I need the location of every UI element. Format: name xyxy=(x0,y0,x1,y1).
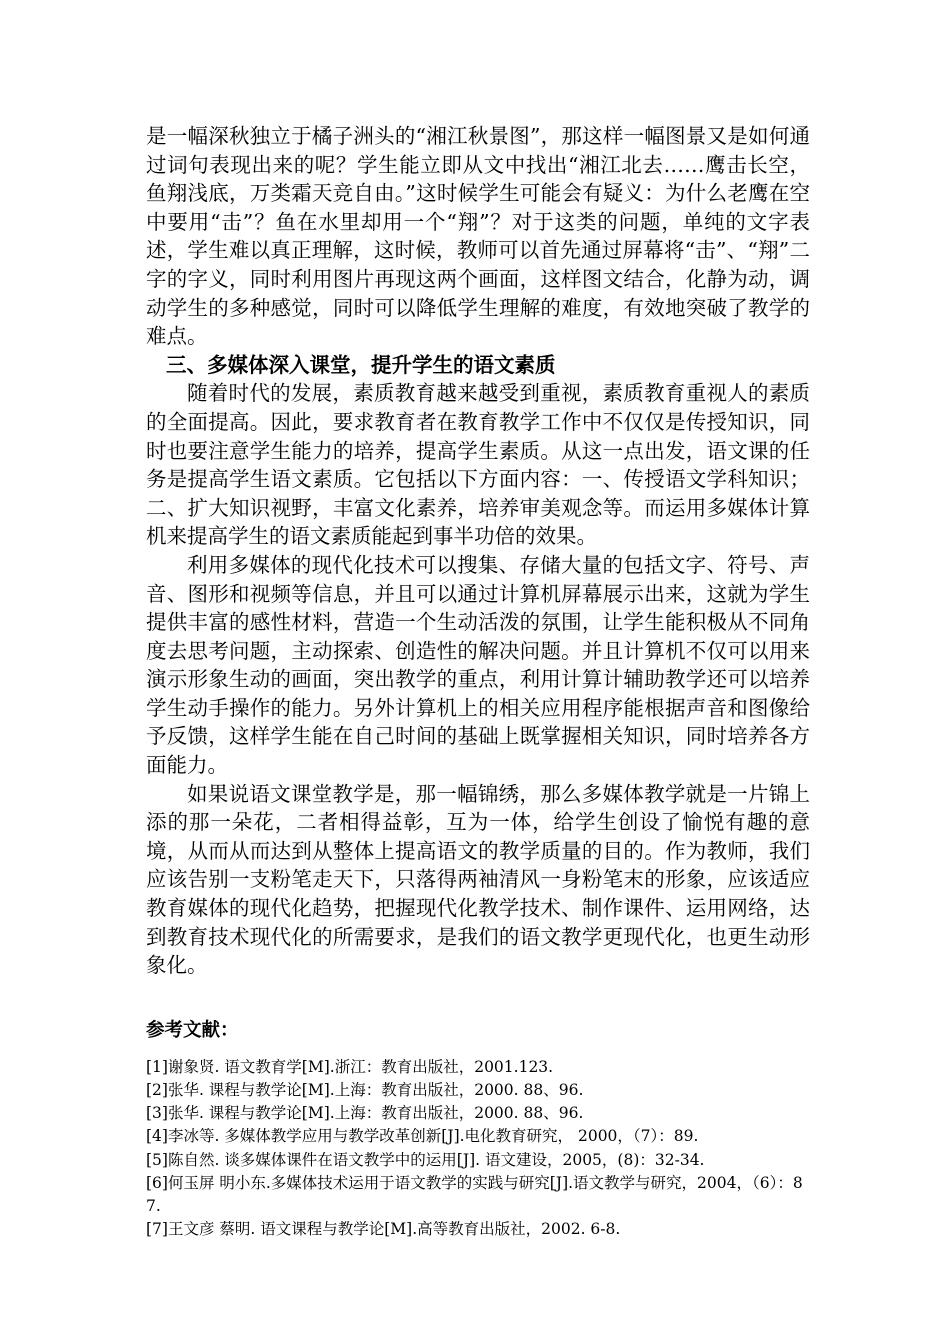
paragraph-quality-education: 随着时代的发展，素质教育越来越受到重视，素质教育重视人的素质的全面提高。因此，要求教育者在教育教学工作中不仅仅是传授知识，同时也要注意学生能力的培养，提高学生素质。从这一点出发，语文课的任务是提高学生语文素质。它包括以下方面内容：一、传授语文学科知识；二、扩大知识视野，丰富文化素养，培养审美观念等。而运用多媒体计算机来提高学生的语文素质能起到事半功倍的效果。 xyxy=(146,381,810,549)
reference-item: [5]陈自然. 谈多媒体课件在语文教学中的运用[J]. 语文建设，2005，(8)：32-34. xyxy=(146,1150,705,1169)
section-heading: 三、多媒体深入课堂，提升学生的语文素质 xyxy=(166,352,556,377)
reference-item: [1]谢象贤. 语文教育学[M].浙江：教育出版社，2001.123. xyxy=(146,1057,554,1076)
reference-item: [6]何玉屏 明小东.多媒体技术运用于语文教学的实践与研究[J].语文教学与研究，2004，（6）：87. xyxy=(146,1173,803,1216)
paragraph-continued: 是一幅深秋独立于橘子洲头的“湘江秋景图”，那这样一幅图景又是如何通过词句表现出来的呢？学生能立即从文中找出“湘江北去……鹰击长空，鱼翔浅底，万类霜天竞自由。”这时候学生可能会有疑义：为什么老鹰在空中要用“击”？鱼在水里却用一个“翔”？对于这类的问题，单纯的文字表述，学生难以真正理解，这时候，教师可以首先通过屏幕将“击”、“翔”二字的字义，同时利用图片再现这两个画面，这样图文结合，化静为动，调动学生的多种感觉，同时可以降低学生理解的难度，有效地突破了教学的难点。 xyxy=(146,124,810,349)
references-list xyxy=(146,1056,810,1242)
reference-item: [7]王文彦 蔡明. 语文课程与教学论[M].高等教育出版社，2002. 6-8. xyxy=(146,1220,621,1239)
reference-item: [2]张华. 课程与教学论[M].上海：教育出版社，2000. 88、96. xyxy=(146,1081,584,1100)
paragraph-conclusion: 如果说语文课堂教学是，那一幅锦绣，那么多媒体教学就是一片锦上添的那一朵花，二者相得益彰，互为一体，给学生创设了愉悦有趣的意境，从而从而达到从整体上提高语文的教学质量的目的。作为教师，我们应该告别一支粉笔走天下，只落得两袖清风一身粉笔末的形象，应该适应教育媒体的现代化趋势，把握现代化教学技术、制作课件、运用网络，达到教育技术现代化的所需要求，是我们的语文教学更现代化，也更生动形象化。 xyxy=(146,781,810,978)
paragraph-multimedia-technology: 利用多媒体的现代化技术可以搜集、存储大量的包括文字、符号、声音、图形和视频等信息，并且可以通过计算机屏幕展示出来，这就为学生提供丰富的感性材料，营造一个生动活泼的氛围，让学生能积极从不同角度去思考问题，主动探索、创造性的解决问题。并且计算机不仅可以用来演示形象生动的画面，突出教学的重点，利用计算计辅助教学还可以培养学生动手操作的能力。另外计算机上的相关应用程序能根据声音和图像给予反馈，这样学生能在自己时间的基础上既掌握相关知识，同时培养各方面能力。 xyxy=(146,552,810,778)
document-page xyxy=(146,122,810,1241)
reference-item: [3]张华. 课程与教学论[M].上海：教育出版社，2000. 88、96. xyxy=(146,1104,584,1123)
references-title: 参考文献： xyxy=(146,1019,239,1041)
reference-item: [4]李冰等. 多媒体教学应用与教学改革创新[J].电化教育研究， 2000，（7）：89. xyxy=(146,1127,699,1146)
